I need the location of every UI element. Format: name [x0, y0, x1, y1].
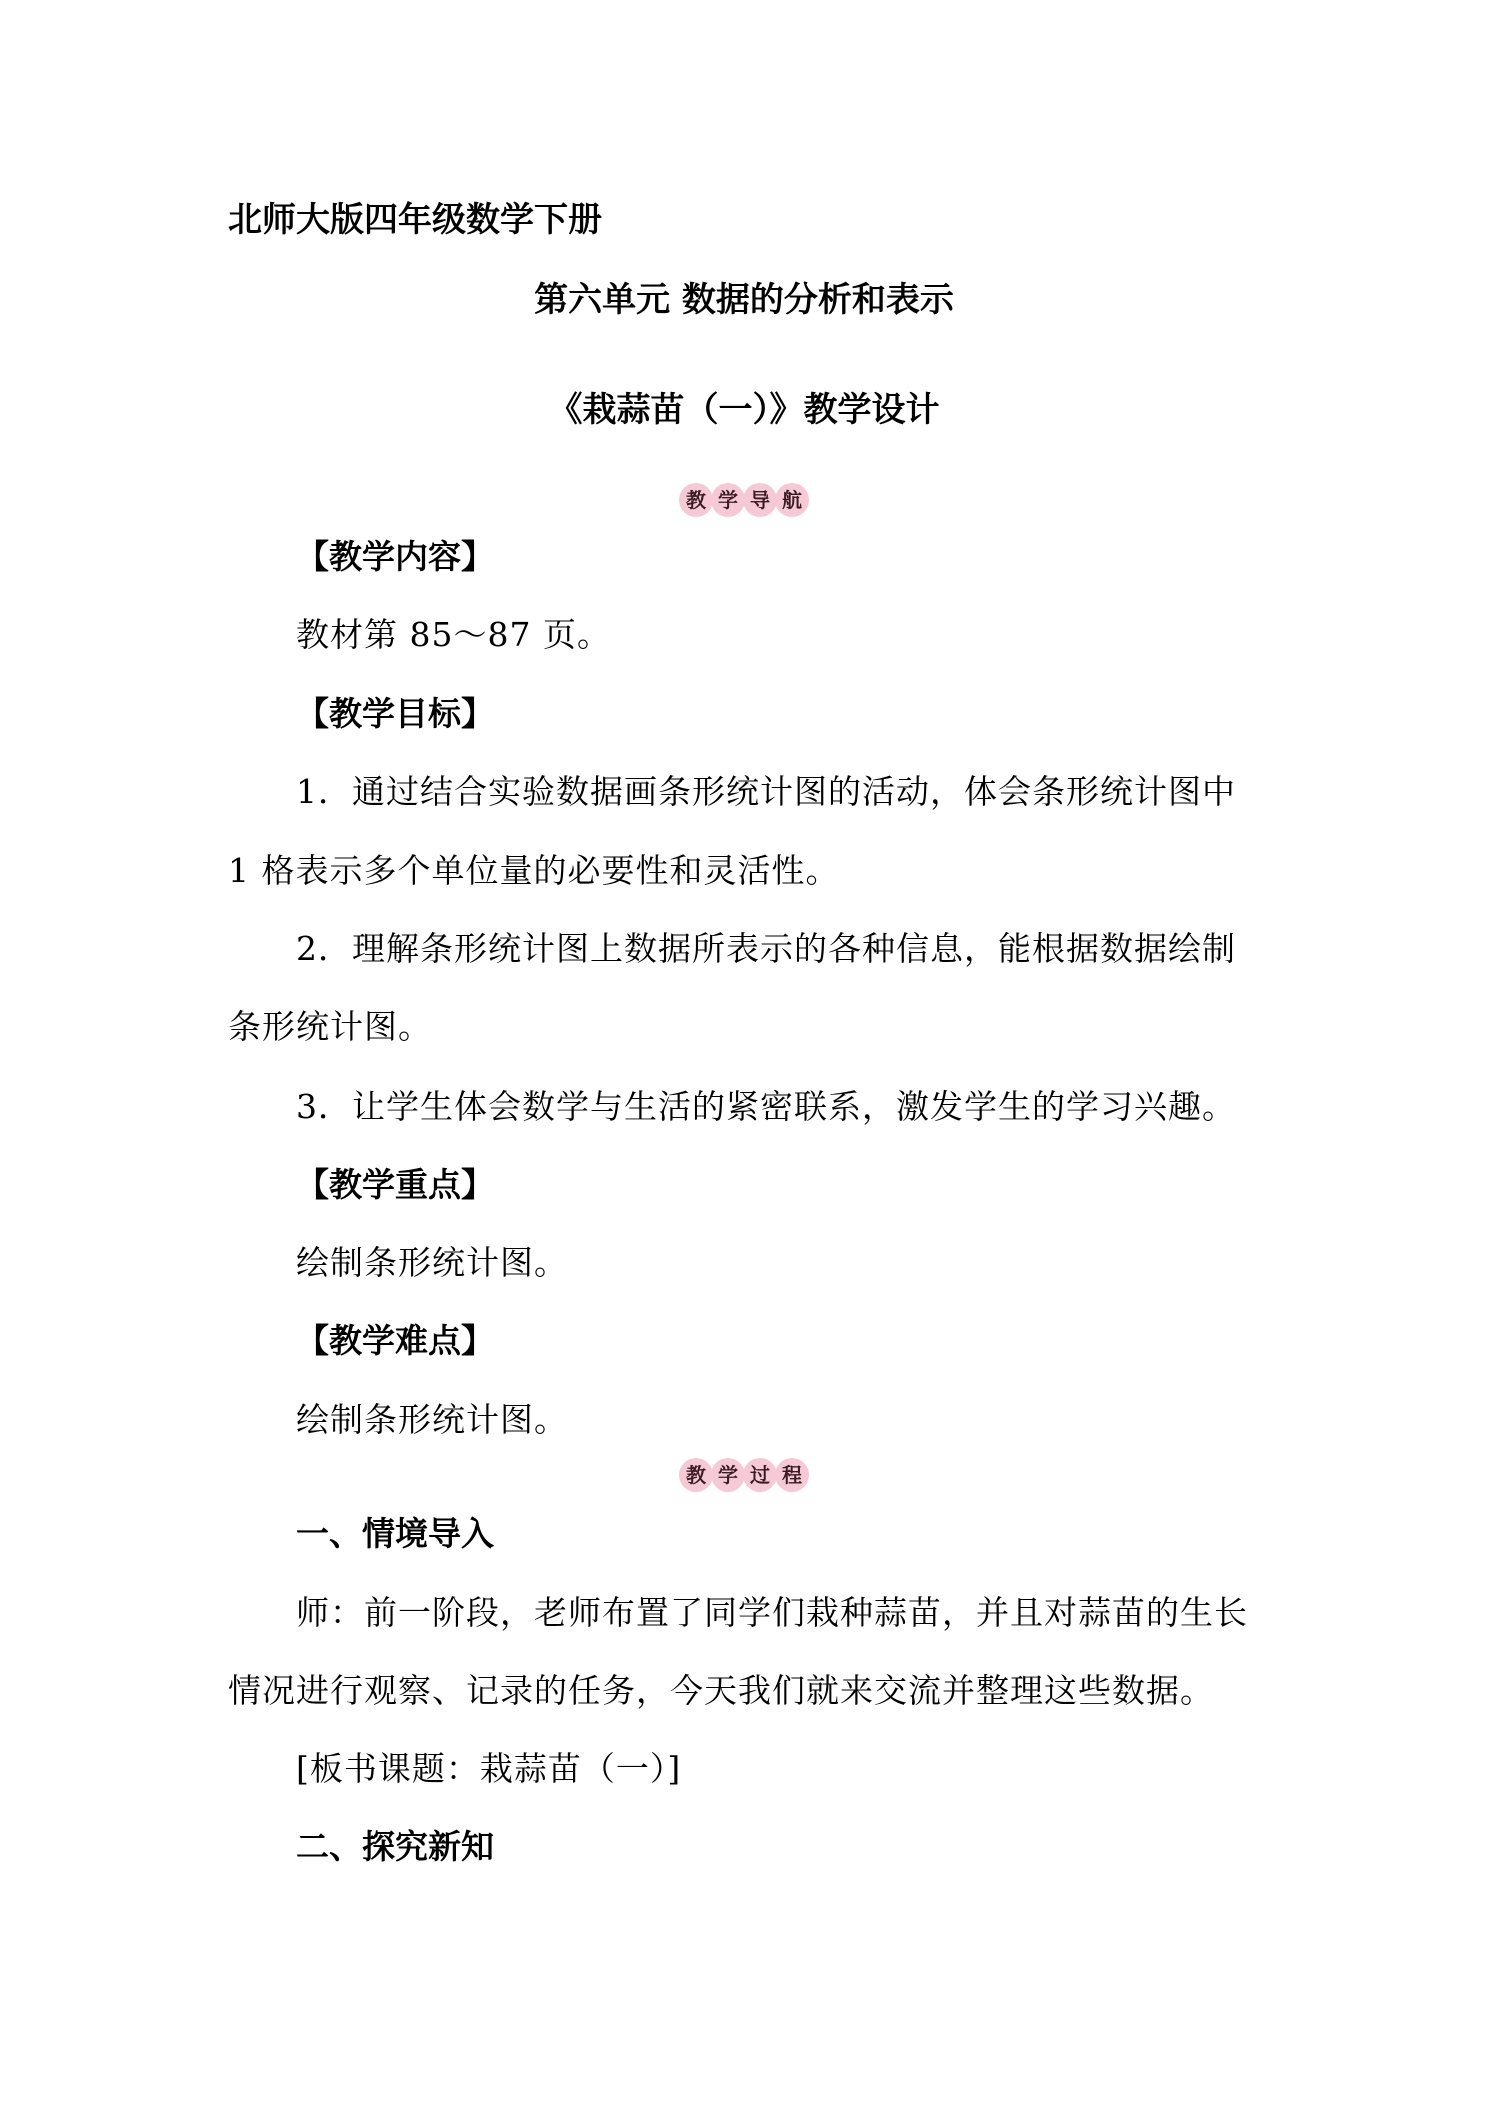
badge-char: 教 [679, 1458, 713, 1492]
part-1-line-1: 师：前一阶段，老师布置了同学们栽种蒜苗，并且对蒜苗的生长 [296, 1593, 1248, 1632]
part-2-heading: 二、探究新知 [296, 1827, 494, 1866]
badge-char: 过 [743, 1458, 777, 1492]
goal-2-line-2: 条形统计图。 [228, 1007, 432, 1046]
teaching-nav-badge [0, 483, 1488, 517]
goal-3: 3．让学生体会数学与生活的紧密联系，激发学生的学习兴趣。 [296, 1087, 1236, 1126]
goal-2-line-1: 2．理解条形统计图上数据所表示的各种信息，能根据数据绘制 [296, 929, 1236, 968]
part-1-heading: 一、情境导入 [296, 1514, 494, 1553]
content-text: 教材第 85～87 页。 [296, 615, 611, 654]
goal-1-line-2: 1 格表示多个单位量的必要性和灵活性。 [228, 851, 840, 890]
key-heading: 【教学重点】 [296, 1165, 494, 1204]
part-1-line-2: 情况进行观察、记录的任务，今天我们就来交流并整理这些数据。 [228, 1671, 1214, 1710]
board-title: [板书课题：栽蒜苗（一）] [296, 1749, 682, 1788]
key-text: 绘制条形统计图。 [296, 1243, 568, 1282]
difficulty-heading: 【教学难点】 [296, 1321, 494, 1360]
goals-heading: 【教学目标】 [296, 694, 494, 733]
book-title: 北师大版四年级数学下册 [228, 200, 602, 240]
badge-char: 教 [679, 483, 713, 517]
badge-char: 航 [775, 483, 809, 517]
unit-title: 第六单元 数据的分析和表示 [534, 280, 954, 320]
badge-char: 学 [711, 483, 745, 517]
goal-1-line-1: 1．通过结合实验数据画条形统计图的活动，体会条形统计图中 [296, 772, 1236, 811]
lesson-title: 《栽蒜苗（一）》教学设计 [548, 390, 940, 430]
badge-char: 程 [775, 1458, 809, 1492]
badge-char: 学 [711, 1458, 745, 1492]
content-heading: 【教学内容】 [296, 537, 494, 576]
badge-char: 导 [743, 483, 777, 517]
teaching-process-badge [0, 1458, 1488, 1492]
difficulty-text: 绘制条形统计图。 [296, 1400, 568, 1439]
